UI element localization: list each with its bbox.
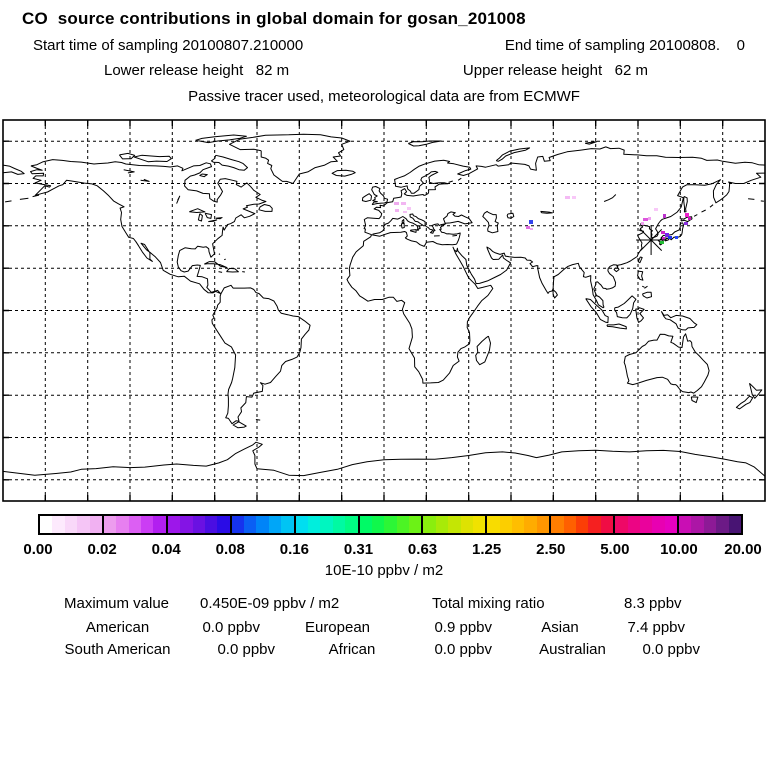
colorbar-cell [665, 516, 677, 533]
region-name: South American [64, 641, 171, 658]
region-value: 0.0 ppbv [202, 619, 260, 636]
colorbar-cell [40, 516, 52, 533]
contribution-cell [660, 241, 664, 244]
colorbar-segment [485, 516, 549, 533]
max-value: 0.450E-09 ppbv / m2 [200, 595, 340, 612]
colorbar-cell [524, 516, 536, 533]
colorbar-cell [500, 516, 512, 533]
contribution-cell [643, 218, 648, 221]
colorbar-cell [551, 516, 563, 533]
contribution-cell [684, 222, 688, 225]
colorbar-tick-label: 0.31 [343, 541, 374, 558]
colorbar-tick-label: 0.00 [23, 541, 53, 558]
region-value: 0.0 ppbv [217, 641, 275, 658]
colorbar-cell [52, 516, 64, 533]
upper-release-text: Upper release height 62 m [462, 62, 648, 79]
colorbar-cell [397, 516, 409, 533]
colorbar-cell [269, 516, 281, 533]
contribution-cell [648, 217, 651, 220]
colorbar-cell [615, 516, 627, 533]
contribution-cell [663, 214, 666, 218]
total-mixing-ratio-label: Total mixing ratio [432, 595, 545, 612]
colorbar-cell [588, 516, 600, 533]
contribution-cell [403, 211, 407, 213]
colorbar-segment [549, 516, 613, 533]
colorbar-segment [421, 516, 485, 533]
start-time-text: Start time of sampling 20100807.210000 [33, 37, 304, 54]
colorbar-cell [716, 516, 728, 533]
contribution-cell [688, 217, 691, 220]
contribution-cell [685, 213, 689, 217]
max-value-label: Maximum value [64, 595, 170, 612]
colorbar-cell [217, 516, 229, 533]
colorbar-cell [205, 516, 217, 533]
colorbar-cell [729, 516, 741, 533]
colorbar-cell [691, 516, 703, 533]
colorbar-cell [90, 516, 102, 533]
contribution-cell [394, 202, 399, 205]
contribution-cell [572, 196, 576, 199]
colorbar [38, 514, 743, 535]
colorbar-cell [372, 516, 384, 533]
colorbar-cell [436, 516, 448, 533]
colorbar-tick-label: 0.16 [279, 541, 309, 558]
colorbar-cell [601, 516, 613, 533]
colorbar-cell [423, 516, 435, 533]
contribution-cell [661, 231, 665, 234]
colorbar-tick-label: 1.25 [472, 541, 502, 558]
contribution-cell [654, 208, 658, 211]
contribution-cell [529, 220, 533, 224]
figure-title: CO source contributions in global domain for gosan_201008 [22, 9, 526, 28]
colorbar-cell [333, 516, 345, 533]
colorbar-tick-label: 2.50 [536, 541, 566, 558]
colorbar-tick-label: 0.63 [407, 541, 438, 558]
colorbar-cell [141, 516, 153, 533]
region-name: African [328, 641, 376, 658]
contribution-cell [668, 236, 672, 239]
colorbar-cell [409, 516, 421, 533]
colorbar-cell [461, 516, 473, 533]
colorbar-tick-label: 5.00 [600, 541, 630, 558]
colorbar-unit: 10E-10 ppbv / m2 [324, 562, 444, 579]
total-mixing-ratio-value: 8.3 ppbv [624, 595, 682, 612]
region-name: American [85, 619, 150, 636]
colorbar-segment [294, 516, 358, 533]
tracer-note: Passive tracer used, meteorological data are from ECMWF [188, 88, 580, 105]
colorbar-cell [345, 516, 357, 533]
colorbar-segment [677, 516, 741, 533]
colorbar-tick-label: 0.04 [151, 541, 181, 558]
colorbar-cell [104, 516, 116, 533]
colorbar-tick-label: 0.08 [215, 541, 245, 558]
colorbar-cell [628, 516, 640, 533]
graticule-grid [3, 120, 765, 501]
contribution-cell [565, 196, 570, 199]
colorbar-cell [65, 516, 77, 533]
colorbar-segment [166, 516, 230, 533]
contribution-cell [641, 222, 644, 225]
colorbar-cell [77, 516, 89, 533]
region-value: 7.4 ppbv [627, 619, 685, 636]
colorbar-cell [640, 516, 652, 533]
contribution-cell [675, 236, 678, 239]
colorbar-cell [704, 516, 716, 533]
lower-release-text: Lower release height 82 m [104, 62, 290, 79]
colorbar-cell [296, 516, 308, 533]
region-value: 0.0 ppbv [642, 641, 700, 658]
colorbar-cell [448, 516, 460, 533]
colorbar-segment [102, 516, 166, 533]
colorbar-tick-label: 10.00 [660, 541, 698, 558]
colorbar-cell [487, 516, 499, 533]
colorbar-cell [384, 516, 396, 533]
colorbar-cell [512, 516, 524, 533]
contribution-cell [407, 207, 411, 210]
colorbar-cell [473, 516, 485, 533]
contribution-cell [526, 226, 530, 229]
region-value: 0.9 ppbv [434, 619, 492, 636]
contribution-cell [395, 209, 399, 212]
contribution-cell [401, 202, 406, 205]
colorbar-cell [652, 516, 664, 533]
region-name: European [304, 619, 371, 636]
region-value: 0.0 ppbv [434, 641, 492, 658]
colorbar-cell [576, 516, 588, 533]
colorbar-cell [116, 516, 128, 533]
colorbar-cell [537, 516, 549, 533]
region-name: Asian [541, 619, 579, 636]
colorbar-cell [193, 516, 205, 533]
colorbar-cell [129, 516, 141, 533]
colorbar-cell [308, 516, 320, 533]
colorbar-tick-label: 20.00 [724, 541, 762, 558]
region-name: Australian [539, 641, 606, 658]
colorbar-cell [153, 516, 165, 533]
colorbar-cell [168, 516, 180, 533]
colorbar-cell [180, 516, 192, 533]
colorbar-segment [40, 516, 102, 533]
colorbar-tick-label: 0.02 [87, 541, 117, 558]
colorbar-cell [360, 516, 372, 533]
coastlines [3, 134, 765, 476]
colorbar-segment [358, 516, 422, 533]
end-time-text: End time of sampling 20100808. 0 [504, 37, 745, 54]
colorbar-segment [230, 516, 294, 533]
contribution-cell [530, 228, 533, 230]
colorbar-cell [564, 516, 576, 533]
colorbar-cell [244, 516, 256, 533]
colorbar-cell [232, 516, 244, 533]
colorbar-cell [320, 516, 332, 533]
colorbar-segment [613, 516, 677, 533]
colorbar-cell [256, 516, 268, 533]
colorbar-cell [281, 516, 293, 533]
colorbar-cell [679, 516, 691, 533]
receptor-star-marker [636, 225, 666, 255]
